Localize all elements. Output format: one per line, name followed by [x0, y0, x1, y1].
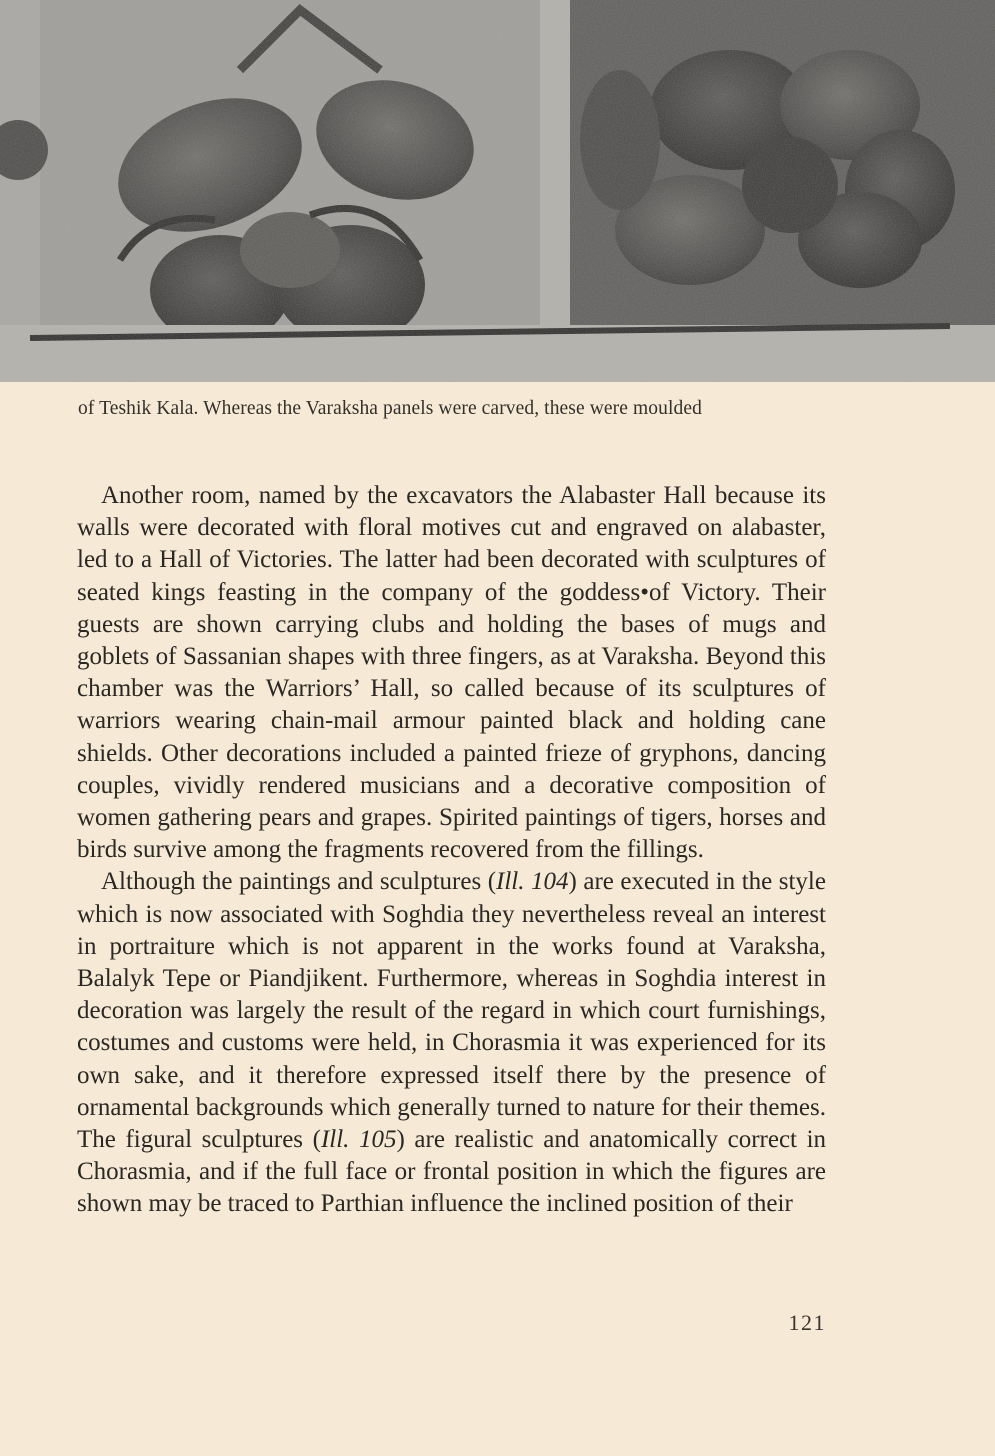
- photograph-carved-floral-panels: [0, 0, 995, 382]
- page-number: 121: [788, 1310, 826, 1335]
- illustration-reference: Ill. 104: [496, 868, 569, 896]
- paragraph: [77, 480, 826, 866]
- paragraph-text: Although the paintings and sculptures (: [101, 868, 497, 896]
- paragraph-text: ) are realistic and anatomically correct in Chorasmia, and if the full face or frontal position in which the figures are shown may be traced to Parthian influence the inclined position of their: [77, 1126, 827, 1218]
- floral-relief-image: [0, 0, 995, 382]
- paragraph-text: Another room, named by the excavators the Alabaster Hall because its walls were decorated with floral motives cut and engraved on alabaster, led to a Hall of Victories. The latter had been decorated with sculptures of seated kings feasting in the company of the goddess•of Victory. Their guests are shown carrying clubs and holding the bases of mugs and goblets of Sassanian shapes with three fingers, as at Varaksha. Beyond this chamber was the Warriors’ Hall, so called because of its sculptures of warriors wearing chain-mail armour painted black and holding cane shields. Other decorations included a painted frieze of gryphons, dancing couples, vividly rendered musicians and a decorative composition of women gathering pears and grapes. Spirited paintings of tigers, horses and birds survive among the fragments recovered from the fillings.: [77, 482, 826, 864]
- paragraph: [77, 866, 826, 1220]
- paragraph-text: ) are executed in the style which is now associated with Soghdia they nevertheless reveal an interest in portraiture which is not apparent in the works found at Varaksha, Balalyk Tepe or Piandjikent. Furthermore, whereas in Soghdia interest in decoration was largely the result of the regard in which court furnishings, costumes and customs were held, in Chorasmia it was experienced for its own sake, and it therefore expressed itself there by the presence of ornamental backgrounds which generally turned to nature for their themes. The figural sculptures (: [77, 868, 826, 1154]
- illustration-reference: Ill. 105: [320, 1126, 397, 1154]
- photo-caption: of Teshik Kala. Whereas the Varaksha panels were carved, these were moulded: [78, 398, 702, 419]
- body-text: [77, 480, 826, 1221]
